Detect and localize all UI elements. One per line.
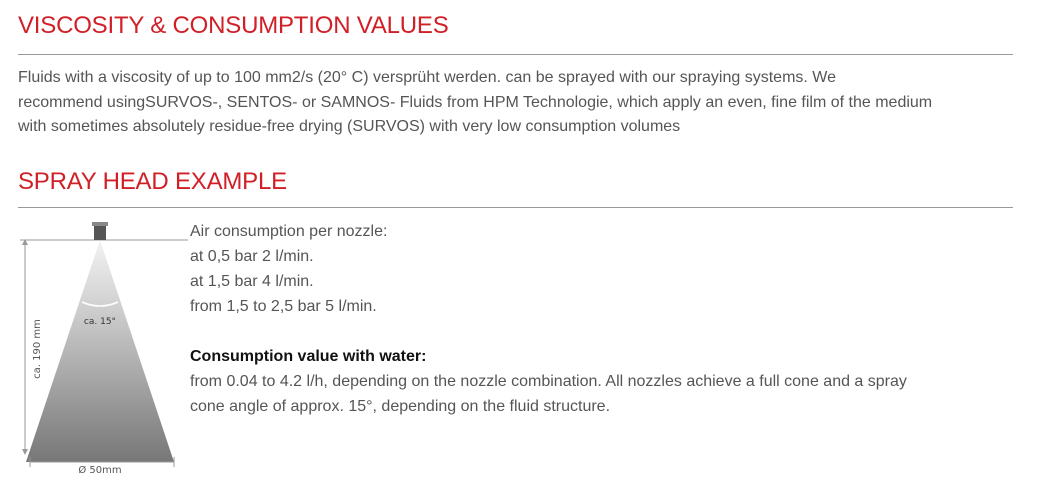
air-consumption-line: at 1,5 bar 4 l/min. xyxy=(190,273,314,290)
water-consumption-block xyxy=(190,344,1010,419)
water-consumption-line: from 0.04 to 4.2 l/h, depending on the nozzle combination. All nozzles achieve a full cone and a spray xyxy=(190,373,907,390)
viscosity-paragraph xyxy=(18,66,1018,140)
paragraph-line: recommend usingSURVOS-, SENTOS- or SAMNOS- Fluids from HPM Technologie, which apply an even, fine film of the medium xyxy=(18,93,933,111)
spray-nozzle-icon xyxy=(92,222,108,240)
water-consumption-heading: Consumption value with water: xyxy=(190,348,427,365)
air-consumption-line: at 0,5 bar 2 l/min. xyxy=(190,248,314,265)
air-consumption-heading: Air consumption per nozzle: xyxy=(190,223,388,240)
height-label: ca. 190 mm xyxy=(32,319,43,379)
spray-cone-diagram xyxy=(18,214,188,484)
section-title-viscosity: VISCOSITY & CONSUMPTION VALUES xyxy=(18,12,449,39)
section-divider xyxy=(18,207,1013,208)
air-consumption-block xyxy=(190,219,1010,319)
section-divider xyxy=(18,54,1013,55)
air-consumption-line: from 1,5 to 2,5 bar 5 l/min. xyxy=(190,298,377,315)
paragraph-line: Fluids with a viscosity of up to 100 mm2/s (20° C) versprüht werden. can be sprayed with our spraying systems. We xyxy=(18,69,836,86)
diameter-label: Ø 50mm xyxy=(78,465,122,476)
angle-label: ca. 15° xyxy=(83,317,117,327)
section-title-spray-head: SPRAY HEAD EXAMPLE xyxy=(18,168,287,195)
water-consumption-line: cone angle of approx. 15°, depending on the fluid structure. xyxy=(190,398,611,415)
spray-cone xyxy=(26,240,174,462)
paragraph-line: with sometimes absolutely residue-free drying (SURVOS) with very low consumption volumes xyxy=(18,118,681,135)
